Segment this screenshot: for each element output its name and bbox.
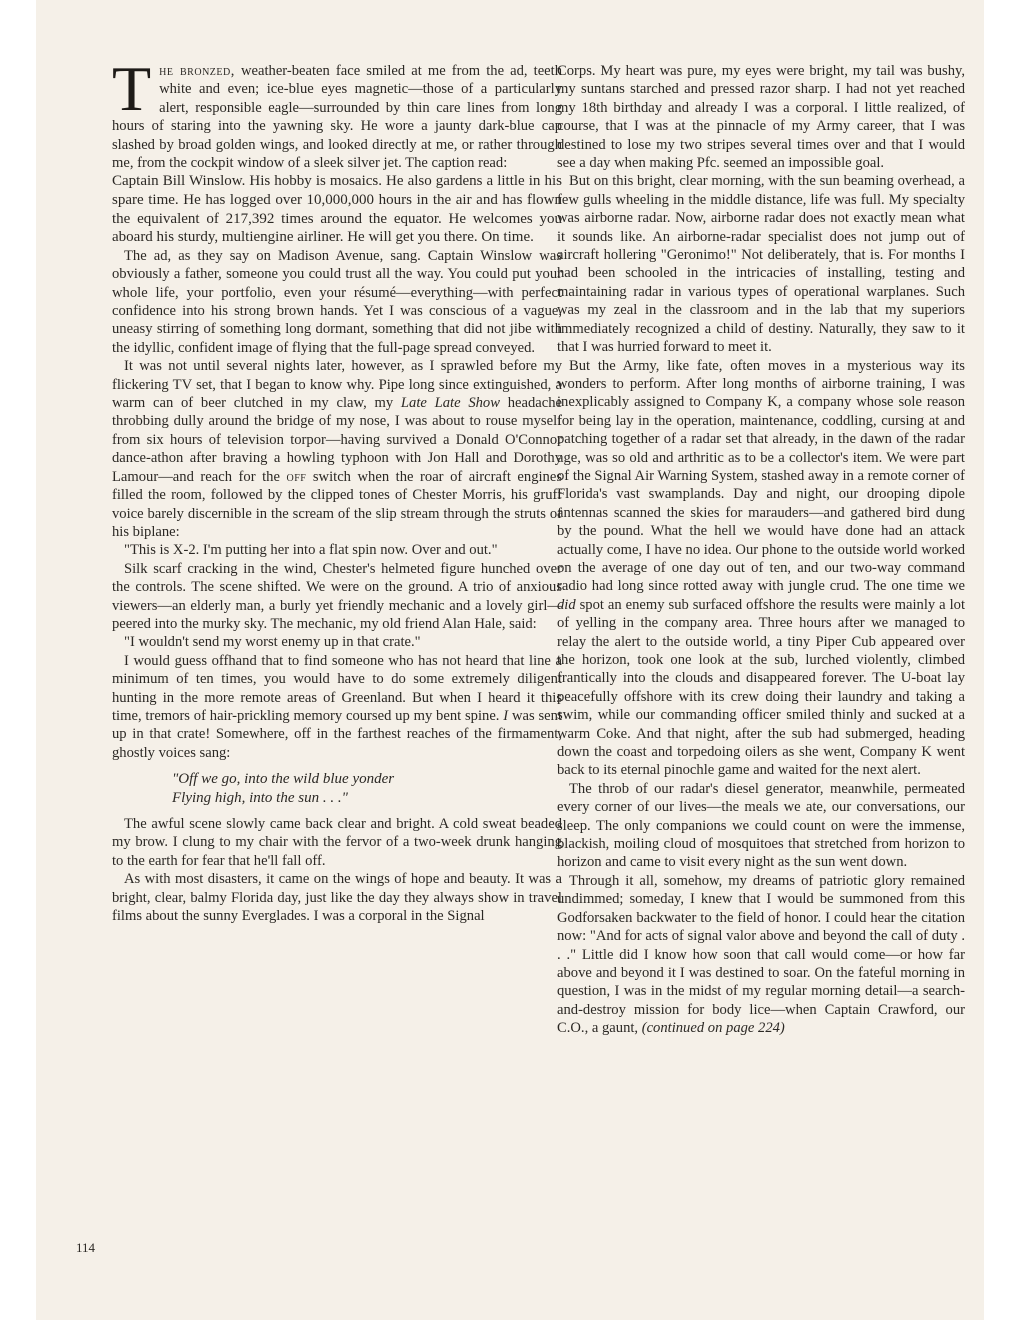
paragraph: Silk scarf cracking in the wind, Chester's helmeted figure hunched over the controls. The scene shifted. We were on the ground. A trio of anxious viewers—an elderly man, a burly yet friendly mechanic and a lovely girl—peered into the murky sky. The mechanic, my old friend Alan Hale, said: bbox=[112, 560, 562, 632]
paragraph: Corps. My heart was pure, my eyes were bright, my tail was bushy, my suntans starched and pressed razor sharp. I had not yet reached my 18th birthday and already I was a corporal. I little realized, of course, that I was at the pinnacle of my Army career, that I was destined to lose my two stripes several times over and that I would see a day when making Pfc. seemed an impossible goal. bbox=[557, 63, 965, 172]
paragraph: Through it all, somehow, my dreams of patriotic glory remained undimmed; someday, I knew that I would be summoned from this Godforsaken backwater to the field of honor. I could hear the citation now: "And for acts of signal valor above and beyond the call of duty . . ." Little did I know how soon that call would come—or how far above and beyond it I was destined to soar. On the fateful morning in question, I was in the midst of my regular morning detail—a search-and-destroy mission for body lice—when Captain Crawford, our C.O., a gaunt, (continued on page 224) bbox=[557, 872, 965, 1037]
continued-note: (continued on page 224) bbox=[641, 1020, 785, 1037]
song-verse bbox=[172, 770, 562, 807]
paragraph-text: weather-beaten face smiled at me from the ad, teeth white and even; ice-blue eyes magnetic—those of a particularly alert, responsible eagle—surrounded by thin care lines from long hours of staring into the yawning sky. He wore a jaunty dark-blue cap slashed by broad golden wings, and looked directly at me, or rather through me, from the cockpit window of a sleek silver jet. The caption read: bbox=[112, 63, 563, 172]
paragraph: It was not until several nights later, however, as I sprawled before my flickering TV set, that I began to know why. Pipe long since extinguished, a warm can of beer clutched in my claw, my Late Late Show headache throbbing dully around the bridge of my nose, I was about to rouse myself from six hours of television torpor—having survived a Donald O'Connor dance-athon after braving a howling typhoon with Jon Hall and Dorothy Lamour—and reach for the off switch when the roar of aircraft engines filled the room, followed by the clipped tones of Chester Morris, his gruff voice barely discernible in the scream of the slip stream through the struts of his biplane: bbox=[112, 358, 563, 540]
magazine-page bbox=[36, 0, 984, 1320]
left-column bbox=[112, 53, 563, 925]
paragraph: I would guess offhand that to find someone who has not heard that line a minimum of ten times, you would have to do some extremely diligent hunting in the more remote areas of Greenland. But when I heard it this time, tremors of hair-prickling memory coursed up my bent spine. I was sent up in that crate! Somewhere, off in the farthest reaches of the firmament, ghostly voices sang: bbox=[112, 652, 562, 761]
paragraph: But on this bright, clear morning, with the sun beaming overhead, a few gulls wheeling in the middle distance, life was full. My specialty was airborne radar. Now, airborne radar does not exactly mean what it sounds like. An airborne-radar specialist does not jump out of aircraft hollering "Geronimo!" Not deliberately, that is. For months I had been schooled in the intricacies of installing, testing and maintaining radar in various types of operational warplanes. Such was my zeal in the classroom and in the lab that my superiors immediately recognized a child of destiny. Naturally, they saw to it that I was hurried forward to meet it. bbox=[557, 173, 965, 356]
show-title: Late Late Show bbox=[400, 395, 500, 412]
page-number: 114 bbox=[76, 1240, 96, 1255]
drop-cap: T bbox=[112, 53, 152, 124]
paragraph: As with most disasters, it came on the wings of hope and beauty. It was a bright, clear, balmy Florida day, just like the day they always show in travel films about the sunny Everglades. I was a corporal in the Signal bbox=[112, 871, 562, 925]
opening-paragraph bbox=[112, 53, 563, 172]
off-switch-label: off bbox=[286, 468, 307, 485]
paragraph: The throb of our radar's diesel generator, meanwhile, permeated every corner of our lives—the meals we ate, our conversations, our sleep. The only companions we could count on were the immense, blackish, moiling cloud of mosquitoes that stretched from horizon to horizon and came to visit every night as the sun went down. bbox=[557, 780, 965, 871]
paragraph: The awful scene slowly came back clear and bright. A cold sweat beaded my brow. I clung to my chair with the fervor of a two-week drunk hanging to the earth for fear that he'll fall off. bbox=[112, 816, 562, 869]
lead-in: he bronzed, bbox=[159, 63, 235, 79]
paragraph: "This is X-2. I'm putting her into a flat spin now. Over and out." bbox=[124, 542, 498, 559]
ad-caption: Captain Bill Winslow. His hobby is mosaics. He also gardens a little in his spare time. He has logged over 10,000,000 hours in the air and has flown the equivalent of 217,392 times around the equator. He welcomes you aboard his sturdy, multiengine airliner. He will get you there. On time. bbox=[112, 173, 562, 246]
verse-line: "Off we go, into the wild blue yonder bbox=[172, 771, 395, 788]
paragraph: But the Army, like fate, often moves in a mysterious way its wonders to perform. After long months of airborne training, I was inexplicably assigned to Company K, a company whose sole reason for being lay in the operation, maintenance, coddling, cursing at and patching together of a radar set that already, in the dawn of the radar age, was so old and arthritic as to be a collector's item. We were part of the Signal Air Warning System, stashed away in a remote corner of Florida's vast swamplands. Day and night, our drooping dipole antennas scanned the skies for marauders—and gathered bird dung by the pound. What the hell we would have done had an attack actually come, I have no idea. Our phone to the outside world worked on the average of one day out of ten, and our two-way command radio had long since rotted away with jungle crud. The one time we did spot an enemy sub surfaced offshore the results were mainly a lot of yelling in the company area. Three hours after we managed to relay the alert to the outside world, a tiny Piper Cub appeared over the horizon, took one look at the sub, lurched violently, climbed frantically into the clouds and disappeared forever. The U-boat lay peacefully offshore with its crew doing their laundry and taking a swim, while our commanding officer smiled thinly and sucked at a warm Coke. And that night, after the sub had submerged, heading down the coast and torpedoing oilers as she went, Company K went back to its eternal pinochle game and waited for the next alert. bbox=[557, 357, 965, 779]
paragraph: "I wouldn't send my worst enemy up in that crate." bbox=[124, 634, 421, 651]
paragraph: The ad, as they say on Madison Avenue, sang. Captain Winslow was obviously a father, someone you could trust all the way. You could put your whole life, your portfolio, even your résumé—everything—with perfect confidence into his strong brown hands. Yet I was conscious of a vague, uneasy stirring of something long dormant, something that did not jibe with the idyllic, confident image of flying that the full-page spread conveyed. bbox=[112, 247, 562, 356]
right-column bbox=[557, 62, 965, 1038]
verse-line: Flying high, into the sun . . ." bbox=[172, 789, 348, 806]
